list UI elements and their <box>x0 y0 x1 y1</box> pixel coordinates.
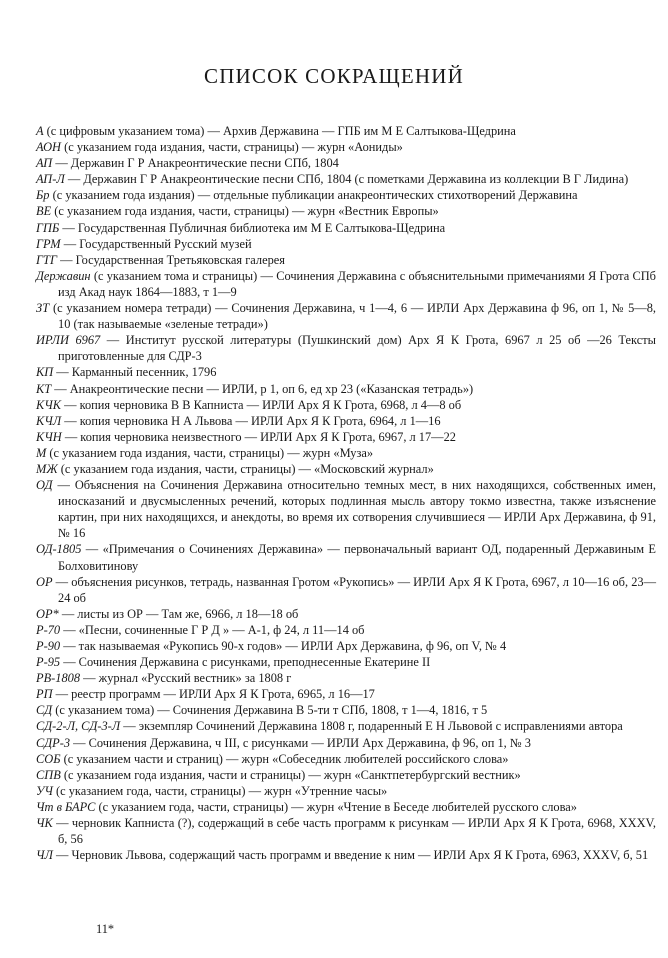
abbreviation: ЧЛ <box>36 848 53 863</box>
abbreviation: РВ-1808 <box>36 671 81 686</box>
abbreviation-definition: (с указанием года издания, части и страницы) — журн «Санктпетербургский вестник» <box>60 767 521 782</box>
abbreviation-definition: — «Примечания о Сочинениях Державина» — первоначальный вариант ОД, подаренный Державиным Е Болховитинову <box>58 542 656 573</box>
abbreviation-definition: — Анакреонтические песни — ИРЛИ, р 1, оп 6, ед хр 23 («Казанская тетрадь») <box>51 381 474 396</box>
abbreviation-entry <box>36 332 656 364</box>
abbreviation-definition: — экземпляр Сочинений Державина 1808 г, подаренный Е Н Львовой с исправлениями автора <box>120 719 623 734</box>
abbreviation-definition: — копия черновика Н А Львова — ИРЛИ Арх Я К Грота, 6964, л 1—16 <box>61 413 441 428</box>
abbreviation-entry <box>36 429 656 445</box>
abbreviation: ГТГ <box>36 252 57 267</box>
abbreviation-definition: — листы из ОР — Там же, 6966, л 18—18 об <box>58 606 299 621</box>
abbreviation-definition: (с указанием года издания) — отдельные публикации анакреонтических стихотворений Державина <box>49 188 578 203</box>
abbreviation-definition: — Черновик Львова, содержащий часть программ и введение к ним — ИРЛИ Арх Я К Грота, 6963, XXXV, б, 51 <box>52 848 649 863</box>
abbreviation-entry <box>36 252 656 268</box>
abbreviation-entry <box>36 654 656 670</box>
page-title: СПИСОК СОКРАЩЕНИЙ <box>203 64 464 88</box>
abbreviation-definition: (с указанием года, части, страницы) — журн «Утренние часы» <box>52 783 388 798</box>
abbreviation: ОР* <box>36 606 59 621</box>
abbreviation-definition: — журнал «Русский вестник» за 1808 г <box>80 671 292 686</box>
abbreviation-definition: (с указанием года, части, страницы) — журн «Чтение в Беседе любителей русского слова» <box>95 799 577 814</box>
abbreviation: Бр <box>36 188 50 203</box>
abbreviation: ИРЛИ 6967 <box>36 333 101 348</box>
abbreviation-definition: — Государственная Публичная библиотека им М Е Салтыкова-Щедрина <box>59 220 446 235</box>
abbreviation-entry <box>36 718 656 734</box>
abbreviation-definition: (с указанием тома и страницы) — Сочинения Державина с объяснительными примечаниями Я Грота СПб изд Акад наук 1864—1883, т 1—9 <box>58 268 656 299</box>
abbreviation-definition: — Сочинения Державина, ч III, с рисунками — ИРЛИ Арх Державина, ф 96, оп 1, № 3 <box>70 735 531 750</box>
abbreviation: СД <box>36 703 53 718</box>
abbreviation: СОБ <box>36 751 61 766</box>
abbreviation-definition: — копия черновика неизвестного — ИРЛИ Арх Я К Грота, 6967, л 17—22 <box>61 429 456 444</box>
abbreviation: ГПБ <box>36 220 60 235</box>
abbreviation-definition: — реестр программ — ИРЛИ Арх Я К Грота, 6965, л 16—17 <box>52 687 375 702</box>
abbreviation-entry <box>36 364 656 380</box>
abbreviation: ГРМ <box>36 236 61 251</box>
abbreviation-definition: — «Песни, сочиненные Г Р Д » — А-1, ф 24, л 11—14 об <box>60 622 365 637</box>
abbreviation-entry <box>36 203 656 219</box>
abbreviation: Р-70 <box>36 622 61 637</box>
abbreviation-definition: — Карманный песенник, 1796 <box>53 365 217 380</box>
abbreviation-entry <box>36 606 656 622</box>
abbreviation-definition: (с указанием номера тетради) — Сочинения Державина, ч 1—4, 6 — ИРЛИ Арх Державина ф 96, оп 1, № 5—8, 10 (так называемые «зеленые тетради») <box>49 301 656 332</box>
abbreviation: Р-90 <box>36 639 61 653</box>
abbreviation: КЧК <box>36 397 61 412</box>
abbreviation-definition: — Державин Г Р Анакреонтические песни СПб, 1804 <box>52 156 339 171</box>
abbreviation-entry <box>36 397 656 413</box>
abbreviation: АОН <box>36 140 61 155</box>
abbreviation-list <box>36 123 656 863</box>
abbreviation: КЧН <box>36 429 62 444</box>
abbreviation-entry <box>36 236 656 252</box>
abbreviation-definition: — Сочинения Державина с рисунками, преподнесенные Екатерине II <box>60 655 431 670</box>
abbreviation: ЧК <box>36 816 53 831</box>
abbreviation-definition: — копия черновика В В Капниста — ИРЛИ Арх Я К Грота, 6968, л 4—8 об <box>61 397 462 412</box>
abbreviation-entry <box>36 622 656 638</box>
abbreviation: РП <box>36 687 53 702</box>
abbreviation-definition: (с цифровым указанием тома) — Архив Державина — ГПБ им М Е Салтыкова-Щедрина <box>43 124 516 138</box>
abbreviation-entry <box>36 541 656 573</box>
abbreviation-entry <box>36 815 656 847</box>
abbreviation-entry <box>36 799 656 815</box>
abbreviation-entry <box>36 413 656 429</box>
abbreviation-definition: — Государственный Русский музей <box>60 236 252 251</box>
abbreviation: СПВ <box>36 767 61 782</box>
abbreviation-definition: (с указанием года издания, части, страницы) — журн «Аониды» <box>61 140 403 155</box>
abbreviation: ВЕ <box>36 204 52 219</box>
abbreviation: ОР <box>36 574 53 589</box>
abbreviation-entry <box>36 574 656 606</box>
abbreviation: ОД <box>36 478 53 493</box>
abbreviation: Р-95 <box>36 655 61 670</box>
abbreviation-entry <box>36 477 656 541</box>
abbreviation-entry <box>36 171 656 187</box>
abbreviation-definition: — так называемая «Рукопись 90-х годов» — ИРЛИ Арх Державина, ф 96, оп V, № 4 <box>60 639 507 653</box>
abbreviation-entry <box>36 139 656 155</box>
abbreviation-definition: (с указанием года издания, части, страницы) — «Московский журнал» <box>57 461 434 476</box>
abbreviation-entry <box>36 670 656 686</box>
abbreviation: КП <box>36 365 54 380</box>
abbreviation-entry <box>36 187 656 203</box>
abbreviation-entry <box>36 847 656 863</box>
abbreviation-definition: — черновик Капниста (?), содержащий в себе часть программ к рисункам — ИРЛИ Арх Я К Грота, 6968, XXXV, б, 56 <box>52 816 656 847</box>
abbreviation-entry <box>36 783 656 799</box>
abbreviation-entry <box>36 638 656 654</box>
abbreviation: Державин <box>36 268 91 283</box>
abbreviation: МЖ <box>36 461 58 476</box>
abbreviation-definition: (с указанием года издания, части, страницы) — журн «Муза» <box>46 445 374 460</box>
abbreviation: ОД-1805 <box>36 542 82 557</box>
abbreviation: УЧ <box>36 783 53 798</box>
abbreviation-entry <box>36 702 656 718</box>
abbreviation: СДР-3 <box>36 735 71 750</box>
abbreviation: АП <box>36 156 53 171</box>
page-number: 11* <box>96 922 115 936</box>
abbreviation-entry <box>36 445 656 461</box>
abbreviation: Чт в БАРС <box>36 799 96 814</box>
abbreviation: СД-2-Л, СД-3-Л <box>36 719 121 734</box>
abbreviation-definition: — Институт русской литературы (Пушкинский дом) Арх Я К Грота, 6967 л 25 об —26 Тексты приготовленные для СДР-3 <box>58 333 656 364</box>
abbreviation: А <box>36 124 44 138</box>
abbreviation-entry <box>36 735 656 751</box>
abbreviation-entry <box>36 381 656 397</box>
abbreviation-entry <box>36 767 656 783</box>
abbreviation: КТ <box>36 381 52 396</box>
abbreviation-definition: — Государственная Третьяковская галерея <box>57 252 285 267</box>
abbreviation: М <box>36 445 47 460</box>
abbreviation-definition: — Державин Г Р Анакреонтические песни СПб, 1804 (с пометками Державина из коллекции В Г Лидина) <box>64 172 629 187</box>
abbreviation: ЗТ <box>36 301 50 316</box>
abbreviation-definition: — объяснения рисунков, тетрадь, названная Гротом «Рукопись» — ИРЛИ Арх Я К Грота, 6967, л 10—16 об, 23—24 об <box>52 574 656 605</box>
abbreviation-entry <box>36 268 656 300</box>
abbreviation-definition: (с указанием части и страниц) — журн «Собеседник любителей российского слова» <box>60 751 509 766</box>
abbreviation: КЧЛ <box>36 413 62 428</box>
abbreviation-definition: (с указанием года издания, части, страницы) — журн «Вестник Европы» <box>51 204 439 219</box>
abbreviation-entry <box>36 300 656 332</box>
abbreviation: АП-Л <box>36 172 65 187</box>
abbreviation-definition: — Объяснения на Сочинения Державина относительно темных мест, в них находящихся, собственных имен, иносказаний и двусмысленных речений, которых подлинная мысль автору токмо известна, также изъяснение картин, при них находящихся, и анекдоты, во время их сотворения случившиеся — ИРЛИ Арх Державина, ф 91, № 16 <box>52 478 656 541</box>
abbreviation-entry <box>36 155 656 171</box>
abbreviation-entry <box>36 751 656 767</box>
abbreviation-entry <box>36 220 656 236</box>
abbreviation-entry <box>36 461 656 477</box>
abbreviation-entry <box>36 123 656 139</box>
abbreviation-entry <box>36 686 656 702</box>
abbreviation-definition: (с указанием тома) — Сочинения Державина В 5-ти т СПб, 1808, т 1—4, 1816, т 5 <box>52 703 488 718</box>
